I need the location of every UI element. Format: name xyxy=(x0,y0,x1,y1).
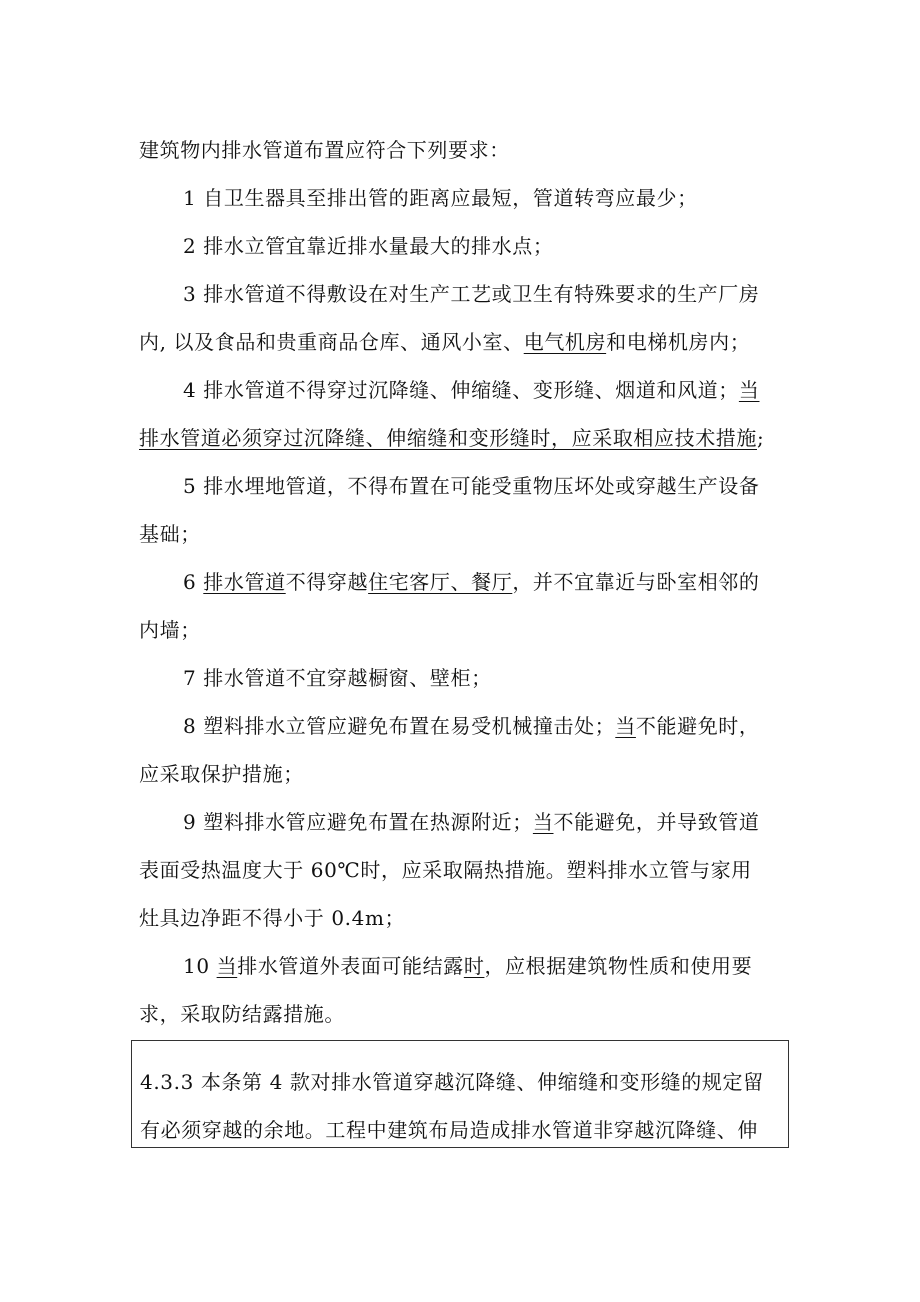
underlined-term: 时 xyxy=(463,954,485,978)
list-item-8-line-2: 应采取保护措施； xyxy=(139,762,304,786)
list-item-8-line-1 xyxy=(183,714,760,738)
text-segment: 10 xyxy=(183,954,217,978)
list-item-5-line-2: 基础； xyxy=(139,522,201,546)
list-item-10-line-1 xyxy=(183,954,752,978)
list-item-4-line-2 xyxy=(139,426,764,450)
text-segment: 9 塑料排水管应避免布置在热源附近； xyxy=(183,810,533,834)
list-item-9-line-3: 灶具边净距不得小于 0.4m； xyxy=(139,906,406,930)
section-heading: 建筑物内排水管道布置应符合下列要求： xyxy=(139,138,510,162)
commentary-line-2: 有必须穿越的余地。工程中建筑布局造成排水管道非穿越沉降缝、伸 xyxy=(140,1118,758,1142)
underlined-clause: 排水管道必须穿过沉降缝、伸缩缝和变形缝时，应采取相应技术措施 xyxy=(139,426,757,450)
text-segment: 4 排水管道不得穿过沉降缝、伸缩缝、变形缝、烟道和风道； xyxy=(183,378,739,402)
text-segment: ; xyxy=(757,426,765,450)
list-item-1: 1 自卫生器具至排出管的距离应最短，管道转弯应最少； xyxy=(183,186,698,210)
commentary-box xyxy=(131,1040,789,1148)
list-item-3-line-1: 3 排水管道不得敷设在对生产工艺或卫生有特殊要求的生产厂房 xyxy=(183,282,760,306)
list-item-5-line-1: 5 排水埋地管道，不得布置在可能受重物压坏处或穿越生产设备 xyxy=(183,474,760,498)
list-item-4-line-1 xyxy=(183,378,760,402)
underlined-term: 住宅客厅、餐厅 xyxy=(368,570,513,594)
list-item-2: 2 排水立管宜靠近排水量最大的排水点； xyxy=(183,234,554,258)
list-item-10-line-2: 求，采取防结露措施。 xyxy=(139,1002,345,1026)
underlined-term: 当 xyxy=(216,954,238,978)
text-segment: 和电梯机房内； xyxy=(606,330,751,354)
list-item-9-line-1 xyxy=(183,810,760,834)
text-segment: 不能避免时， xyxy=(635,714,760,738)
underlined-term: 当 xyxy=(532,810,554,834)
underlined-term: 排水管道 xyxy=(203,570,286,594)
text-segment: ，应根据建筑物性质和使用要 xyxy=(484,954,753,978)
text-segment: 6 xyxy=(183,570,204,594)
underlined-term: 当 xyxy=(738,378,760,402)
list-item-6-line-1 xyxy=(183,570,760,594)
text-segment: ，并不宜靠近与卧室相邻的 xyxy=(512,570,760,594)
text-segment: 不得穿越 xyxy=(285,570,369,594)
text-segment: 不能避免，并导致管道 xyxy=(553,810,760,834)
list-item-9-line-2: 表面受热温度大于 60℃时，应采取隔热措施。塑料排水立管与家用 xyxy=(139,858,752,882)
list-item-3-line-2 xyxy=(139,330,750,354)
commentary-line-1: 4.3.3 本条第 4 款对排水管道穿越沉降缝、伸缩缝和变形缝的规定留 xyxy=(140,1070,764,1094)
text-segment: 排水管道外表面可能结露 xyxy=(237,954,464,978)
list-item-7: 7 排水管道不宜穿越橱窗、壁柜； xyxy=(183,666,492,690)
underlined-term: 当 xyxy=(615,714,636,738)
list-item-6-line-2: 内墙； xyxy=(139,618,201,642)
underlined-term: 电气机房 xyxy=(523,330,607,354)
text-segment: 内, 以及食品和贵重商品仓库、通风小室、 xyxy=(139,330,524,354)
text-segment: 8 塑料排水立管应避免布置在易受机械撞击处； xyxy=(183,714,616,738)
